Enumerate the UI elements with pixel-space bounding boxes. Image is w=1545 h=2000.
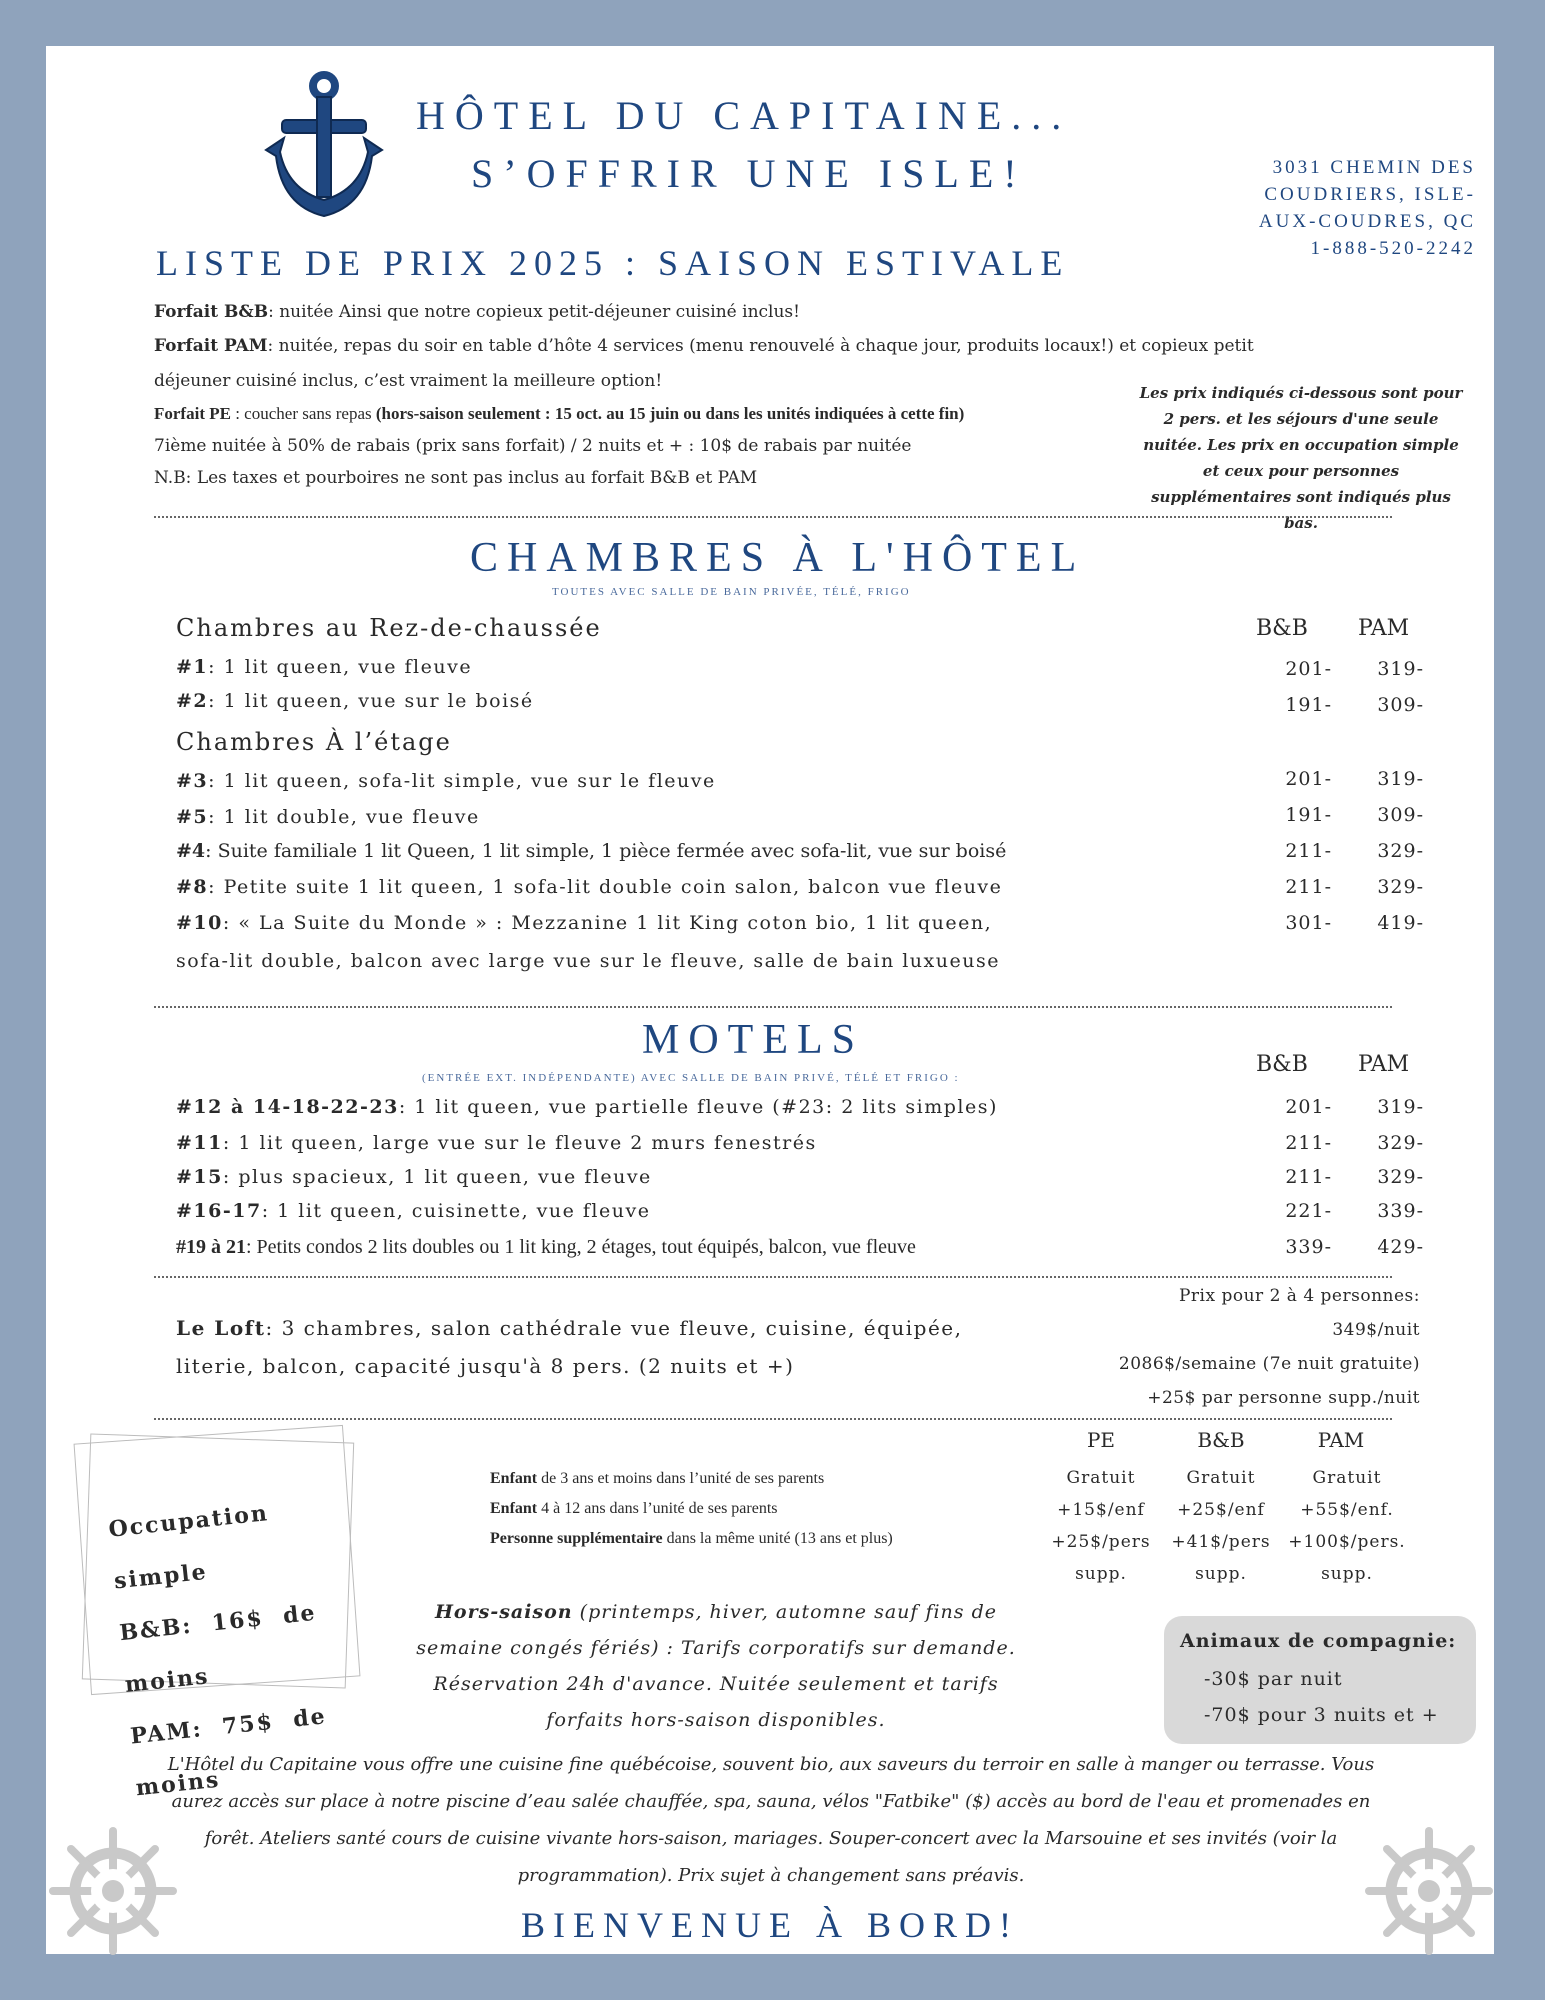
room-row	[176, 656, 472, 678]
pets-box	[1164, 1616, 1476, 1744]
pricing-note: Les prix indiqués ci-dessous sont pour 2 pers. et les séjours d'une seule nuitée. Les prix en occupation simple et ceux pour personnes supplémentaires sont indiqués plus bas.	[1139, 384, 1463, 532]
col-bb: B&B	[1256, 1052, 1308, 1077]
off-season-note	[406, 1594, 1026, 1738]
bb-value: +41$/pers	[1171, 1532, 1271, 1552]
room-desc: : 1 lit queen, vue sur le boisé	[208, 690, 534, 712]
ship-wheel-icon	[48, 1826, 178, 1956]
room-desc: : 1 lit double, vue fleuve	[208, 806, 480, 828]
pam-values	[1282, 1462, 1412, 1590]
room-row	[176, 840, 1006, 862]
hotel-description: L'Hôtel du Capitaine vous offre une cuisine fine québécoise, souvent bio, aux saveurs du terroir en salle à manger ou terrasse. Vous aurez accès sur place à notre piscine d’eau salée chauffée, spa, sauna, vélos "Fatbike" ($) accès au bord de l'eau et promenades en forêt. Ateliers santé cours de cuisine vivante hors-saison, mariages. Souper-concert avec la Marsouine et ses invités (voir la programmation). Prix sujet à changement sans préavis.	[167, 1754, 1375, 1886]
welcome-message: BIENVENUE À BORD!	[521, 1905, 1019, 1945]
room-number: #5	[176, 806, 209, 828]
forfait-text: : nuitée Ainsi que notre copieux petit-déjeuner cuisiné inclus!	[268, 302, 800, 322]
ship-wheel-icon	[1364, 1826, 1494, 1956]
single-occupancy-box	[82, 1434, 352, 1802]
col-bb: B&B	[1197, 1428, 1245, 1452]
price-pam: 319-	[1377, 1096, 1424, 1118]
price-list-title: LISTE DE PRIX 2025 : SAISON ESTIVALE	[156, 243, 1070, 283]
supplement-label: Enfant	[490, 1500, 538, 1517]
loft-price-header: Prix pour 2 à 4 personnes:	[1178, 1286, 1420, 1306]
price-bb: 301-	[1285, 912, 1332, 934]
pam-value: Gratuit	[1312, 1468, 1382, 1488]
price-bb: 201-	[1285, 1096, 1332, 1118]
forfait-text: : nuitée, repas du soir en table d’hôte 4 services (menu renouvelé à chaque jour, produits locaux!) et copieux petit	[267, 336, 1254, 356]
loft-week-price: 2086$/semaine (7e nuit gratuite)	[1118, 1354, 1420, 1374]
room-number: #4	[176, 840, 206, 862]
forfait-label: Forfait PE	[154, 404, 231, 423]
room-number: #1	[176, 656, 209, 678]
off-season-text: (printemps, hiver, automne sauf fins de semaine congés fériés) : Tarifs corporatifs sur demande. Réservation 24h d'avance. Nuitée seulement et tarifs forfaits hors-saison disponibles.	[416, 1601, 1016, 1731]
discount-note: 7ième nuitée à 50% de rabais (prix sans forfait) / 2 nuits et + : 10$ de rabais par nuitée	[154, 436, 912, 456]
bb-value: Gratuit	[1186, 1468, 1256, 1488]
divider	[154, 1418, 1392, 1420]
anchor-icon	[258, 70, 390, 220]
pe-value: supp.	[1075, 1564, 1127, 1584]
off-season-label: Hors-saison	[434, 1601, 573, 1623]
room-desc: : 1 lit queen, vue fleuve	[208, 656, 473, 678]
room-number: #3	[176, 770, 209, 792]
divider	[154, 1006, 1392, 1008]
price-bb: 191-	[1285, 804, 1332, 826]
motel-row	[176, 1132, 817, 1154]
room-desc: : 1 lit queen, large vue sur le fleuve 2 murs fenestrés	[222, 1132, 817, 1154]
col-pe: PE	[1086, 1428, 1116, 1452]
price-list-page	[46, 46, 1494, 1954]
hotel-title-line1: HÔTEL DU CAPITAINE...	[416, 93, 1072, 138]
price-bb: 211-	[1285, 1132, 1332, 1154]
pe-value: Gratuit	[1066, 1468, 1136, 1488]
room-desc: : 1 lit queen, vue partielle fleuve (#23: 2 lits simples)	[398, 1096, 998, 1118]
room-desc: : 1 lit queen, sofa-lit simple, vue sur le fleuve	[208, 770, 716, 792]
room-number: #15	[176, 1166, 223, 1188]
room-row	[176, 770, 716, 792]
hotel-section-title: CHAMBRES À L'HÔTEL	[470, 535, 1086, 581]
col-pam: PAM	[1317, 1428, 1365, 1452]
price-pam: 419-	[1377, 912, 1424, 934]
supplement-row	[490, 1500, 778, 1518]
forfait-label: Forfait PAM	[154, 336, 268, 356]
supplement-row	[490, 1530, 893, 1548]
room-number: #11	[176, 1132, 223, 1154]
room-desc: : 1 lit queen, cuisinette, vue fleuve	[261, 1200, 651, 1222]
price-bb: 191-	[1285, 694, 1332, 716]
loft-description	[176, 1316, 963, 1340]
loft-description-cont: literie, balcon, capacité jusqu'à 8 pers. (2 nuits et +)	[176, 1354, 795, 1378]
pets-price-night: -30$ par nuit	[1204, 1668, 1343, 1690]
price-bb: 221-	[1285, 1200, 1332, 1222]
loft-night-price: 349$/nuit	[1332, 1320, 1420, 1340]
supplement-label: Enfant	[490, 1470, 538, 1487]
forfait-pe	[154, 404, 964, 424]
pam-value: supp.	[1321, 1564, 1373, 1584]
phone-number: 1-888-520-2242	[1310, 238, 1476, 259]
room-number: #8	[176, 876, 209, 898]
forfait-pam	[154, 336, 1254, 356]
motel-row	[176, 1200, 650, 1222]
supplement-row	[490, 1470, 824, 1488]
price-bb: 201-	[1285, 658, 1332, 680]
supplement-label: Personne supplémentaire	[490, 1530, 663, 1547]
price-bb: 211-	[1285, 1166, 1332, 1188]
price-bb: 201-	[1285, 768, 1332, 790]
occupancy-pam: PAM: 75$ de moins	[129, 1703, 328, 1802]
bb-value: supp.	[1195, 1564, 1247, 1584]
price-bb: 211-	[1285, 840, 1332, 862]
room-row	[176, 806, 480, 828]
room-number: #2	[176, 690, 209, 712]
room-number: #10	[176, 912, 223, 934]
col-bb: B&B	[1256, 616, 1308, 641]
address-line: 3031 CHEMIN DES	[1272, 157, 1476, 178]
room-desc-cont: sofa-lit double, balcon avec large vue sur le fleuve, salle de bain luxueuse	[176, 950, 1000, 972]
pam-value: +100$/pers.	[1288, 1532, 1406, 1552]
occupancy-title: Occupation simple	[107, 1500, 270, 1595]
loft-extra-person: +25$ par personne supp./nuit	[1147, 1388, 1420, 1408]
occupancy-bb: B&B: 16$ de moins	[118, 1599, 318, 1698]
forfait-text: : coucher sans repas	[230, 404, 376, 423]
price-pam: 429-	[1377, 1236, 1424, 1258]
room-desc: : Petits condos 2 lits doubles ou 1 lit king, 2 étages, tout équipés, balcon, vue fleuve	[246, 1236, 916, 1258]
price-pam: 329-	[1377, 1166, 1424, 1188]
room-desc: : Petite suite 1 lit queen, 1 sofa-lit double coin salon, balcon vue fleuve	[208, 876, 1003, 898]
col-pam: PAM	[1358, 1052, 1410, 1077]
loft-label: Le Loft	[176, 1316, 266, 1340]
col-pam: PAM	[1358, 616, 1410, 641]
upper-floor-heading: Chambres À l’étage	[176, 728, 452, 756]
room-desc: : plus spacieux, 1 lit queen, vue fleuve	[222, 1166, 652, 1188]
price-pam: 329-	[1377, 1132, 1424, 1154]
room-number: #19 à 21	[176, 1236, 246, 1258]
price-pam: 309-	[1377, 694, 1424, 716]
motel-row	[176, 1166, 652, 1188]
pe-value: +15$/enf	[1057, 1500, 1145, 1520]
price-pam: 329-	[1377, 840, 1424, 862]
address-line: COUDRIERS, ISLE-	[1264, 184, 1476, 205]
pe-value: +25$/pers	[1051, 1532, 1151, 1552]
price-pam: 319-	[1377, 658, 1424, 680]
ground-floor-heading: Chambres au Rez-de-chaussée	[176, 614, 602, 642]
supplement-text: 4 à 12 ans dans l’unité de ses parents	[537, 1500, 778, 1517]
room-number: #16-17	[176, 1200, 262, 1222]
room-row	[176, 876, 1002, 898]
room-desc: : « La Suite du Monde » : Mezzanine 1 lit King coton bio, 1 lit queen,	[222, 912, 993, 934]
bb-values	[1166, 1462, 1276, 1590]
price-pam: 319-	[1377, 768, 1424, 790]
bb-value: +25$/enf	[1177, 1500, 1265, 1520]
motel-row	[176, 1236, 916, 1259]
hotel-section-subtitle: TOUTES AVEC SALLE DE BAIN PRIVÉE, TÉLÉ, FRIGO	[552, 586, 911, 598]
price-pam: 339-	[1377, 1200, 1424, 1222]
room-row	[176, 690, 534, 712]
price-bb: 339-	[1285, 1236, 1332, 1258]
motels-section-title: MOTELS	[642, 1017, 864, 1063]
pam-value: +55$/enf.	[1300, 1500, 1394, 1520]
price-pam: 309-	[1377, 804, 1424, 826]
divider	[154, 516, 1392, 518]
forfait-pe-season: (hors-saison seulement : 15 oct. au 15 juin ou dans les unités indiquées à cette fin)	[375, 404, 965, 423]
hotel-title-line2: S’OFFRIR UNE ISLE!	[471, 151, 1027, 196]
forfait-bb	[154, 302, 800, 322]
pe-values	[1046, 1462, 1156, 1590]
loft-text: : 3 chambres, salon cathédrale vue fleuve, cuisine, équipée,	[265, 1316, 963, 1340]
pets-price-three-nights: -70$ pour 3 nuits et +	[1204, 1704, 1439, 1726]
hotel-address	[1186, 154, 1476, 262]
price-bb: 211-	[1285, 876, 1332, 898]
forfait-label: Forfait B&B	[154, 302, 269, 322]
divider	[154, 1276, 1392, 1278]
price-pam: 329-	[1377, 876, 1424, 898]
forfait-pam-cont: déjeuner cuisiné inclus, c’est vraiment la meilleure option!	[154, 371, 663, 391]
pets-title: Animaux de compagnie:	[1180, 1630, 1457, 1652]
taxes-note: N.B: Les taxes et pourboires ne sont pas inclus au forfait B&B et PAM	[154, 468, 758, 488]
address-line: AUX-COUDRES, QC	[1258, 211, 1476, 232]
motel-row	[176, 1096, 998, 1118]
room-number: #12 à 14-18-22-23	[176, 1096, 399, 1118]
supplement-text: dans la même unité (13 ans et plus)	[662, 1530, 893, 1547]
motels-section-subtitle: (ENTRÉE EXT. INDÉPENDANTE) AVEC SALLE DE BAIN PRIVÉ, TÉLÉ ET FRIGO :	[422, 1072, 960, 1084]
room-row	[176, 912, 992, 934]
room-desc: : Suite familiale 1 lit Queen, 1 lit simple, 1 pièce fermée avec sofa-lit, vue sur boisé	[205, 840, 1007, 862]
supplement-text: de 3 ans et moins dans l’unité de ses parents	[537, 1470, 825, 1487]
